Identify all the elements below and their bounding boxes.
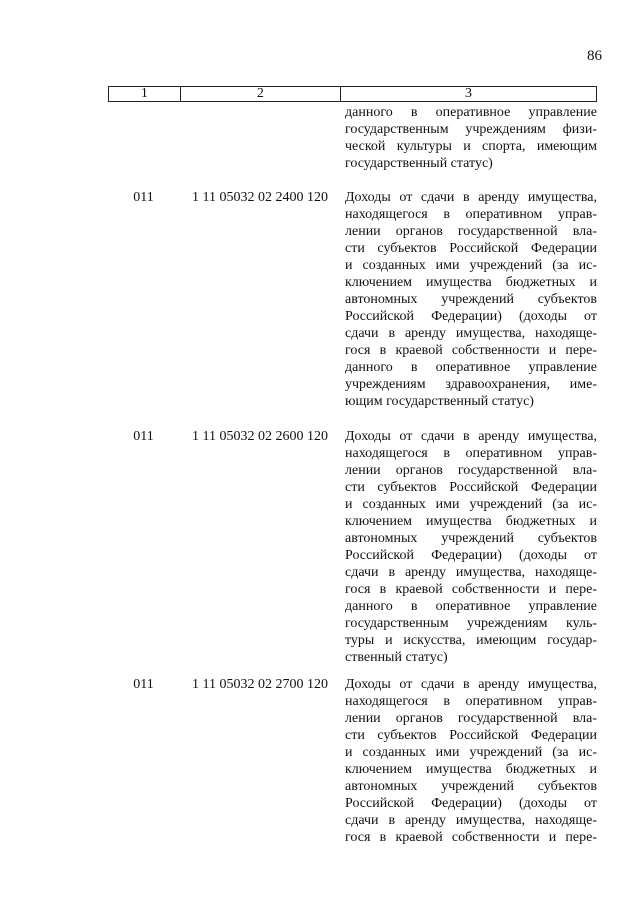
description-line: гося в краевой собственности и пере- xyxy=(345,830,597,845)
description-line: государственным учреждениям куль- xyxy=(345,616,597,631)
description-line: Доходы от сдачи в аренду имущества, xyxy=(345,190,597,205)
description-line: и созданных ими учреждений (за ис- xyxy=(345,258,597,273)
revenue-code: 1 11 05032 02 2600 120 xyxy=(192,429,328,444)
description-line: государственный статус) xyxy=(345,156,493,171)
revenue-description xyxy=(345,189,597,410)
description-line: Доходы от сдачи в аренду имущества, xyxy=(345,429,597,444)
description-line: лении органов государственной вла- xyxy=(345,463,597,478)
column-header-1: 1 xyxy=(109,87,181,102)
description-line: сдачи в аренду имущества, находяще- xyxy=(345,813,597,828)
description-line: ключением имущества бюджетных и xyxy=(345,275,597,290)
column-header-table xyxy=(108,86,597,102)
description-line: ческой культуры и спорта, имеющим xyxy=(345,139,597,154)
description-line: Российской Федерации) (доходы от xyxy=(345,796,597,811)
description-line: ключением имущества бюджетных и xyxy=(345,514,597,529)
description-line: Российской Федерации) (доходы от xyxy=(345,309,597,324)
description-line: сти субъектов Российской Федерации xyxy=(345,241,597,256)
description-line: Доходы от сдачи в аренду имущества, xyxy=(345,677,597,692)
description-line: данного в оперативное управление xyxy=(345,105,597,120)
description-line: ключением имущества бюджетных и xyxy=(345,762,597,777)
description-line: сдачи в аренду имущества, находяще- xyxy=(345,326,597,341)
description-line: Российской Федерации) (доходы от xyxy=(345,548,597,563)
description-line: туры и искусства, имеющим государ- xyxy=(345,633,597,648)
description-line: сти субъектов Российской Федерации xyxy=(345,480,597,495)
description-line: ющим государственный статус) xyxy=(345,394,534,409)
column-header-2: 2 xyxy=(180,87,340,102)
continuation-description xyxy=(345,104,597,172)
description-line: сти субъектов Российской Федерации xyxy=(345,728,597,743)
description-line: находящегося в оперативном управ- xyxy=(345,446,597,461)
description-line: гося в краевой собственности и пере- xyxy=(345,343,597,358)
description-line: и созданных ими учреждений (за ис- xyxy=(345,745,597,760)
description-line: данного в оперативное управление xyxy=(345,599,597,614)
description-line: и созданных ими учреждений (за ис- xyxy=(345,497,597,512)
description-line: лении органов государственной вла- xyxy=(345,711,597,726)
description-line: ственный статус) xyxy=(345,650,448,665)
description-line: находящегося в оперативном управ- xyxy=(345,207,597,222)
description-line: гося в краевой собственности и пере- xyxy=(345,582,597,597)
description-line: сдачи в аренду имущества, находяще- xyxy=(345,565,597,580)
description-line: государственным учреждениям физи- xyxy=(345,122,597,137)
revenue-code: 1 11 05032 02 2700 120 xyxy=(192,677,328,692)
revenue-code: 1 11 05032 02 2400 120 xyxy=(192,190,328,205)
description-line: учреждениям здравоохранения, име- xyxy=(345,377,597,392)
page-number: 86 xyxy=(587,48,602,64)
admin-code: 011 xyxy=(133,190,154,205)
description-line: данного в оперативное управление xyxy=(345,360,597,375)
description-line: автономных учреждений субъектов xyxy=(345,779,597,794)
admin-code: 011 xyxy=(133,677,154,692)
revenue-description xyxy=(345,676,597,846)
description-line: находящегося в оперативном управ- xyxy=(345,694,597,709)
admin-code: 011 xyxy=(133,429,154,444)
description-line: автономных учреждений субъектов xyxy=(345,531,597,546)
revenue-description xyxy=(345,428,597,666)
description-line: лении органов государственной вла- xyxy=(345,224,597,239)
description-line: автономных учреждений субъектов xyxy=(345,292,597,307)
column-header-row xyxy=(109,87,597,102)
column-header-3: 3 xyxy=(341,87,597,102)
